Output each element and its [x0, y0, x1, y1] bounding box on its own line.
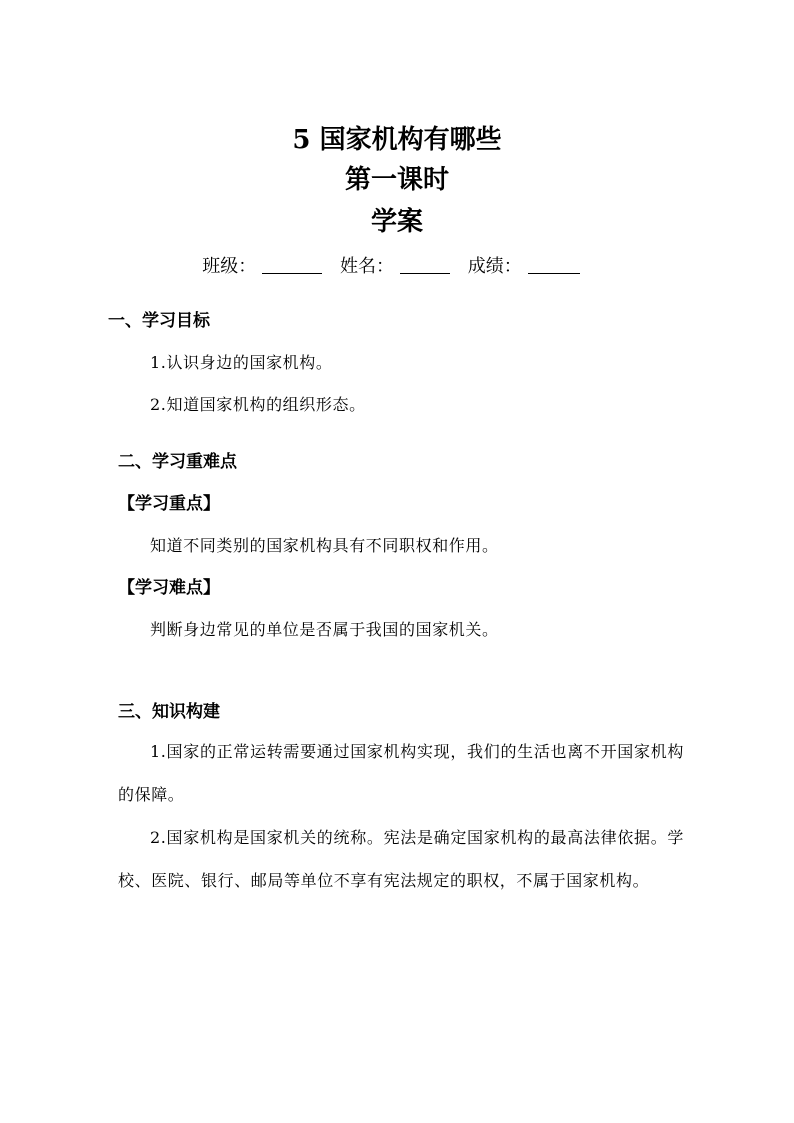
- document-type: 学案: [370, 207, 423, 237]
- class-blank[interactable]: [262, 255, 322, 274]
- name-label: 姓名：: [340, 256, 394, 277]
- class-label: 班级：: [202, 256, 257, 277]
- difficulty-label: 【学习难点】: [118, 578, 220, 598]
- knowledge-paragraph-1: 1.国家的正常运转需要通过国家机构实现，我们的生活也离不开国家机构的保障。: [118, 742, 684, 804]
- key-point-label: 【学习重点】: [118, 494, 220, 514]
- section-learning-goals-heading: 一、学习目标: [108, 311, 210, 331]
- student-info-row: [0, 255, 794, 279]
- knowledge-paragraph-2: 2.国家机构是国家机关的统称。宪法是确定国家机构的最高法律依据。学校、医院、银行、邮局等单位不享有宪法规定的职权，不属于国家机构。: [118, 828, 684, 890]
- section-key-difficulty-heading: 二、学习重难点: [118, 452, 237, 472]
- lesson-title: 5 国家机构有哪些: [292, 125, 502, 155]
- name-blank[interactable]: [400, 255, 450, 274]
- score-blank[interactable]: [528, 255, 580, 274]
- goal-item-2: 2.知道国家机构的组织形态。: [150, 395, 366, 414]
- difficulty-text: 判断身边常见的单位是否属于我国的国家机关。: [150, 620, 499, 639]
- lesson-period: 第一课时: [344, 165, 449, 195]
- key-point-text: 知道不同类别的国家机构具有不同职权和作用。: [150, 536, 499, 555]
- score-label: 成绩：: [467, 256, 522, 277]
- goal-item-1: 1.认识身边的国家机构。: [150, 353, 333, 372]
- section-knowledge-heading: 三、知识构建: [118, 702, 220, 722]
